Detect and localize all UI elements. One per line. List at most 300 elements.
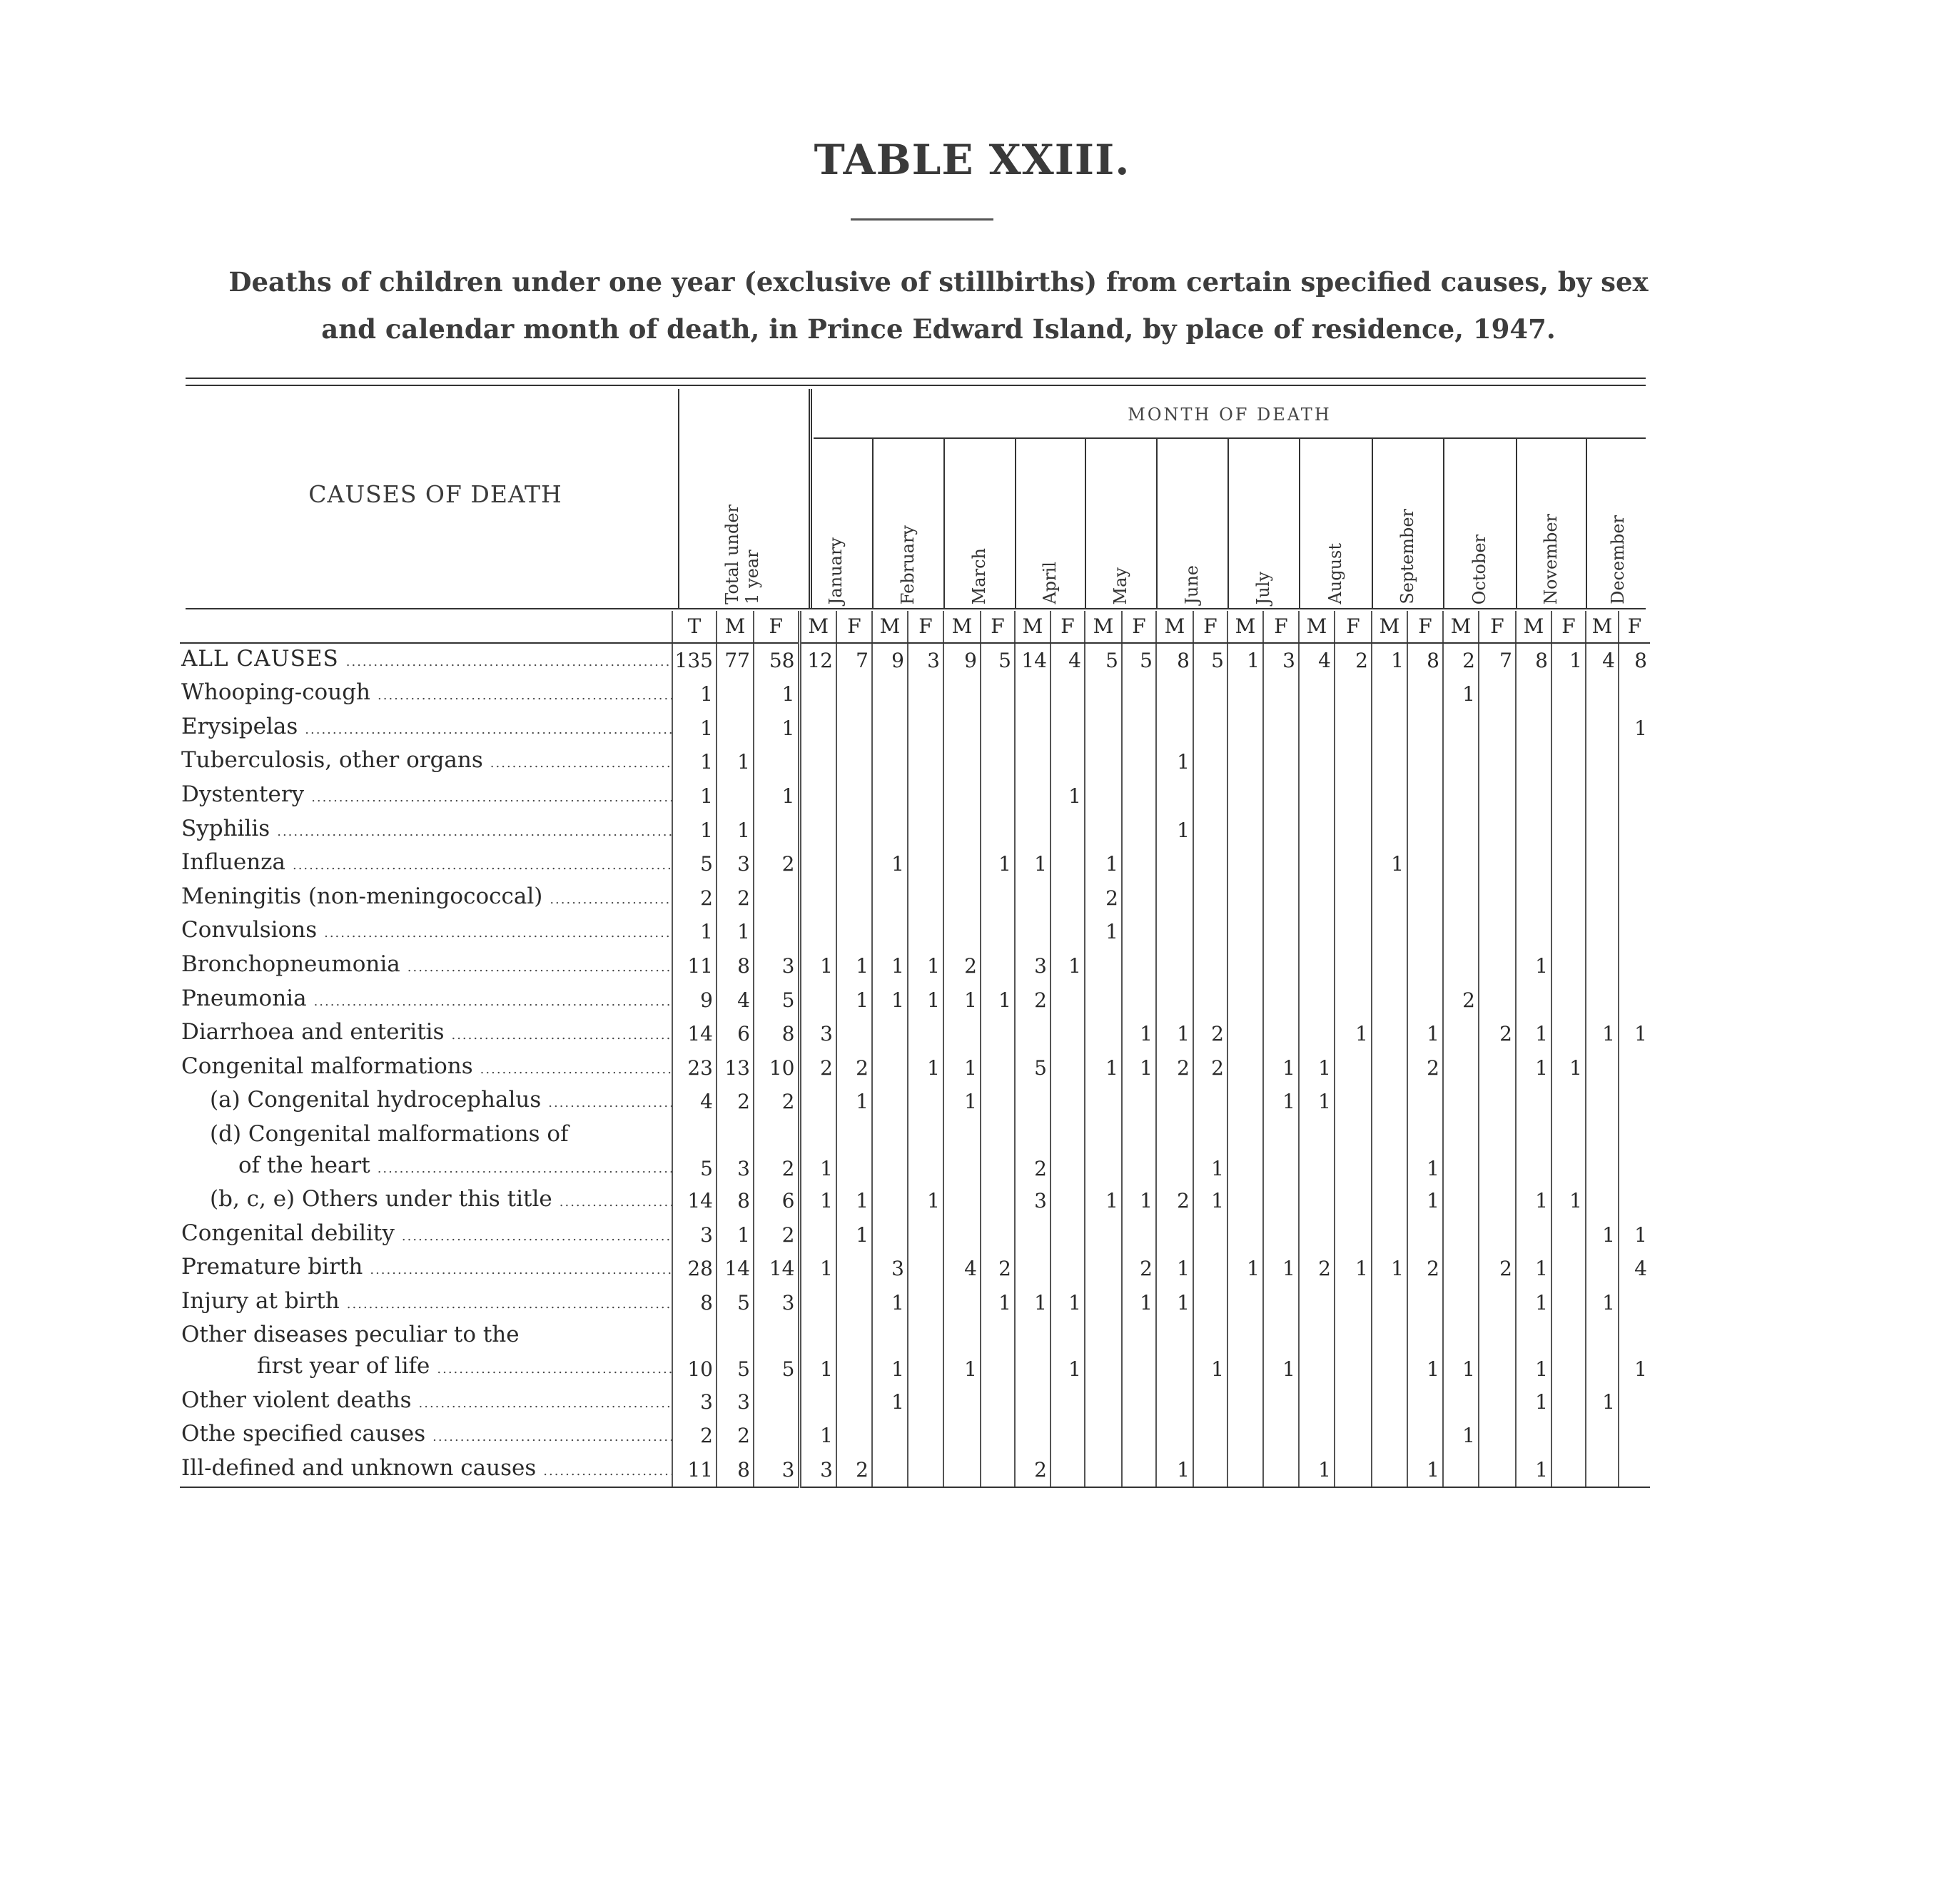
cause-cell [180, 1051, 672, 1085]
value-cell: 2 [1479, 1252, 1516, 1286]
value-cell [1619, 1085, 1650, 1119]
value-cell [908, 1252, 943, 1286]
value-cell [1263, 847, 1299, 881]
value-cell [836, 1017, 872, 1051]
value-cell [1156, 779, 1193, 814]
value-cell: 1 [872, 1286, 908, 1320]
value-cell: 1 [943, 983, 981, 1018]
value-cell: 28 [672, 1252, 717, 1286]
value-cell [1263, 677, 1299, 712]
value-cell [1085, 745, 1122, 779]
value-cell [1263, 1385, 1299, 1419]
leader-dots [451, 1020, 672, 1051]
value-cell [1051, 1051, 1085, 1085]
value-cell [872, 915, 908, 949]
value-cell [1551, 1218, 1586, 1252]
sex-header-cell: F [1122, 611, 1156, 643]
value-cell [1372, 1320, 1407, 1384]
value-cell [1516, 1085, 1551, 1119]
value-cell [1619, 745, 1650, 779]
value-cell [1227, 1119, 1263, 1184]
value-cell [1156, 1385, 1193, 1419]
value-cell [1122, 1320, 1156, 1384]
value-cell [1193, 915, 1227, 949]
value-cell: 6 [754, 1184, 799, 1218]
value-cell [1156, 1085, 1193, 1119]
value-cell [1299, 1419, 1335, 1453]
month-divider [1085, 437, 1086, 608]
value-cell [1156, 881, 1193, 916]
value-cell [799, 677, 836, 712]
value-cell [1407, 949, 1443, 983]
sex-header-cell: M [1015, 611, 1051, 643]
value-cell [836, 881, 872, 916]
sex-header-cell: F [754, 611, 799, 643]
value-cell [872, 677, 908, 712]
month-header-july: July [1253, 571, 1273, 604]
value-cell [1551, 881, 1586, 916]
value-cell [1085, 712, 1122, 746]
value-cell: 3 [908, 643, 943, 678]
value-cell [1263, 881, 1299, 916]
value-cell [1372, 814, 1407, 848]
value-cell [799, 847, 836, 881]
value-cell [1619, 1385, 1650, 1419]
value-cell [1299, 1286, 1335, 1320]
sex-header-cell: M [1586, 611, 1619, 643]
value-cell [981, 1385, 1015, 1419]
value-cell [1156, 949, 1193, 983]
value-cell: 5 [754, 983, 799, 1018]
value-cell: 1 [836, 1085, 872, 1119]
table-top-rule [186, 378, 1646, 386]
value-cell [799, 881, 836, 916]
value-cell: 1 [872, 949, 908, 983]
value-cell: 9 [943, 643, 981, 678]
value-cell [1516, 779, 1551, 814]
value-cell [1263, 1119, 1299, 1184]
value-cell: 3 [1015, 949, 1051, 983]
value-cell [1085, 1286, 1122, 1320]
value-cell [1372, 949, 1407, 983]
value-cell: 2 [1015, 1119, 1051, 1184]
value-cell: 1 [1516, 1017, 1551, 1051]
leader-dots [560, 1187, 672, 1218]
value-cell [1479, 915, 1516, 949]
value-cell: 10 [672, 1320, 717, 1384]
value-cell: 12 [799, 643, 836, 678]
value-cell [1015, 745, 1051, 779]
value-cell: 1 [1619, 1320, 1650, 1384]
value-cell: 1 [1085, 1051, 1122, 1085]
value-cell [1443, 1252, 1479, 1286]
value-cell [1551, 814, 1586, 848]
value-cell [1619, 847, 1650, 881]
month-header-march: March [969, 547, 989, 604]
table-row [180, 677, 1650, 712]
value-cell: 2 [1015, 1453, 1051, 1488]
value-cell [1335, 1453, 1372, 1488]
value-cell [1372, 1286, 1407, 1320]
value-cell [1551, 1320, 1586, 1384]
sex-header-cell: F [836, 611, 872, 643]
sex-header-cell: F [1335, 611, 1372, 643]
value-cell [1443, 779, 1479, 814]
leader-dots [490, 748, 672, 779]
cause-label: Dystentery [181, 781, 305, 807]
value-cell [1227, 1051, 1263, 1085]
value-cell [1372, 677, 1407, 712]
value-cell [1299, 1385, 1335, 1419]
causes-header: CAUSES OF DEATH [308, 480, 562, 508]
value-cell: 1 [1516, 949, 1551, 983]
sex-header-row [180, 611, 1650, 643]
value-cell: 1 [1051, 779, 1085, 814]
value-cell [981, 1218, 1015, 1252]
value-cell: 1 [943, 1320, 981, 1384]
value-cell [943, 745, 981, 779]
value-cell: 2 [1443, 643, 1479, 678]
value-cell [1193, 814, 1227, 848]
value-cell: 1 [1586, 1286, 1619, 1320]
value-cell [754, 915, 799, 949]
value-cell: 1 [1443, 677, 1479, 712]
value-cell: 1 [1619, 712, 1650, 746]
leader-dots [480, 1054, 672, 1085]
cause-cell [180, 881, 672, 916]
cause-label-line-1: (d) Congenital malformations of [210, 1120, 569, 1147]
value-cell: 1 [1372, 847, 1407, 881]
value-cell [1156, 677, 1193, 712]
value-cell [943, 814, 981, 848]
value-cell: 2 [981, 1252, 1015, 1286]
value-cell [981, 712, 1015, 746]
value-cell: 1 [1156, 1453, 1193, 1488]
value-cell [1227, 1184, 1263, 1218]
value-cell [1479, 1119, 1516, 1184]
value-cell [872, 1051, 908, 1085]
value-cell: 2 [836, 1453, 872, 1488]
value-cell [1551, 1419, 1586, 1453]
value-cell [1551, 745, 1586, 779]
value-cell: 1 [1586, 1385, 1619, 1419]
value-cell [1443, 712, 1479, 746]
value-cell [1227, 847, 1263, 881]
value-cell [1193, 881, 1227, 916]
value-cell: 3 [717, 1119, 754, 1184]
value-cell [1227, 1017, 1263, 1051]
table-header [186, 389, 1646, 610]
value-cell [1619, 1119, 1650, 1184]
value-cell [1407, 915, 1443, 949]
value-cell [1516, 915, 1551, 949]
sex-header-cell: M [943, 611, 981, 643]
value-cell [981, 949, 1015, 983]
value-cell [1407, 983, 1443, 1018]
value-cell: 13 [717, 1051, 754, 1085]
value-cell [1516, 983, 1551, 1018]
month-header-january: January [826, 537, 846, 604]
value-cell: 2 [672, 1419, 717, 1453]
value-cell [1335, 1320, 1372, 1384]
value-cell: 2 [1335, 643, 1372, 678]
value-cell: 8 [717, 1184, 754, 1218]
value-cell [1227, 881, 1263, 916]
value-cell: 1 [672, 745, 717, 779]
leader-dots [347, 1289, 672, 1320]
value-cell [1335, 949, 1372, 983]
value-cell [1193, 1218, 1227, 1252]
value-cell: 135 [672, 643, 717, 678]
value-cell [836, 779, 872, 814]
value-cell [943, 1218, 981, 1252]
value-cell [1227, 745, 1263, 779]
value-cell [1122, 915, 1156, 949]
value-cell [1586, 1119, 1619, 1184]
value-cell [1227, 1320, 1263, 1384]
value-cell [1407, 814, 1443, 848]
value-cell [754, 814, 799, 848]
value-cell: 1 [1551, 643, 1586, 678]
value-cell: 1 [908, 1184, 943, 1218]
value-cell: 1 [1516, 1252, 1551, 1286]
value-cell: 1 [754, 779, 799, 814]
value-cell [908, 915, 943, 949]
value-cell [1619, 677, 1650, 712]
value-cell: 8 [717, 1453, 754, 1488]
cause-cell [180, 1320, 672, 1384]
cause-label: Erysipelas [181, 713, 298, 739]
value-cell: 8 [1407, 643, 1443, 678]
value-cell: 2 [1407, 1051, 1443, 1085]
value-cell [1085, 1252, 1122, 1286]
value-cell [1479, 1419, 1516, 1453]
value-cell: 1 [1015, 847, 1051, 881]
leader-dots [402, 1221, 672, 1252]
value-cell [1586, 1453, 1619, 1488]
value-cell: 9 [672, 983, 717, 1018]
value-cell: 11 [672, 1453, 717, 1488]
value-cell [1015, 881, 1051, 916]
value-cell: 3 [717, 1385, 754, 1419]
table-row [180, 1453, 1650, 1488]
value-cell [799, 1218, 836, 1252]
value-cell [1051, 1119, 1085, 1184]
value-cell: 1 [1516, 1453, 1551, 1488]
value-cell [872, 1017, 908, 1051]
month-header-june: June [1182, 565, 1202, 604]
sex-header-cell: M [1516, 611, 1551, 643]
cause-label-line-1: Other diseases peculiar to the [181, 1322, 520, 1348]
value-cell [1122, 1085, 1156, 1119]
value-cell [1372, 745, 1407, 779]
value-cell: 1 [872, 847, 908, 881]
value-cell [1335, 1119, 1372, 1184]
value-cell [1015, 1385, 1051, 1419]
value-cell [1263, 915, 1299, 949]
value-cell: 3 [717, 847, 754, 881]
value-cell [1051, 814, 1085, 848]
value-cell: 4 [943, 1252, 981, 1286]
value-cell: 1 [1227, 643, 1263, 678]
value-cell [1156, 1119, 1193, 1184]
value-cell [799, 983, 836, 1018]
value-cell [1227, 983, 1263, 1018]
value-cell [1443, 1218, 1479, 1252]
total-header [722, 505, 762, 604]
value-cell [1335, 847, 1372, 881]
value-cell: 1 [672, 814, 717, 848]
value-cell [1193, 745, 1227, 779]
value-cell [981, 1085, 1015, 1119]
value-cell [1443, 881, 1479, 916]
value-cell [908, 814, 943, 848]
value-cell [1619, 1286, 1650, 1320]
sex-header-cell: F [1407, 611, 1443, 643]
value-cell [1085, 1017, 1122, 1051]
value-cell: 1 [872, 1385, 908, 1419]
value-cell: 58 [754, 643, 799, 678]
value-cell: 1 [1299, 1085, 1335, 1119]
value-cell [1479, 677, 1516, 712]
value-cell [1156, 983, 1193, 1018]
value-cell [1551, 1017, 1586, 1051]
cause-cell [180, 1119, 672, 1184]
value-cell: 1 [836, 1218, 872, 1252]
value-cell: 2 [1193, 1051, 1227, 1085]
cause-label: ALL CAUSES [181, 645, 339, 672]
value-cell [1299, 779, 1335, 814]
value-cell [1551, 712, 1586, 746]
sex-header-cell: F [1619, 611, 1650, 643]
cause-cell [180, 915, 672, 949]
value-cell [1085, 677, 1122, 712]
value-cell [1227, 1286, 1263, 1320]
value-cell [908, 779, 943, 814]
value-cell [1407, 1218, 1443, 1252]
cause-cell [180, 949, 672, 983]
value-cell: 8 [1516, 643, 1551, 678]
value-cell [943, 1419, 981, 1453]
value-cell [1299, 1218, 1335, 1252]
value-cell [1227, 1218, 1263, 1252]
value-cell [1051, 1184, 1085, 1218]
value-cell [1516, 1218, 1551, 1252]
value-cell [1227, 712, 1263, 746]
value-cell: 10 [754, 1051, 799, 1085]
value-cell [981, 1419, 1015, 1453]
value-cell [1372, 1385, 1407, 1419]
value-cell [1443, 745, 1479, 779]
value-cell [1619, 1184, 1650, 1218]
value-cell: 1 [1263, 1320, 1299, 1384]
value-cell [1443, 1085, 1479, 1119]
value-cell [943, 779, 981, 814]
value-cell [1551, 983, 1586, 1018]
value-cell: 2 [1156, 1051, 1193, 1085]
value-cell [799, 1286, 836, 1320]
value-cell [1122, 949, 1156, 983]
value-cell: 1 [672, 915, 717, 949]
value-cell: 7 [836, 643, 872, 678]
value-cell [1227, 677, 1263, 712]
table-row [180, 1385, 1650, 1419]
value-cell [1299, 1119, 1335, 1184]
cause-label: Other violent deaths [181, 1387, 412, 1413]
value-cell [1407, 881, 1443, 916]
value-cell: 1 [754, 677, 799, 712]
value-cell: 1 [1015, 1286, 1051, 1320]
value-cell: 8 [754, 1017, 799, 1051]
value-cell [943, 1119, 981, 1184]
value-cell: 1 [872, 1320, 908, 1384]
month-header-august: August [1325, 543, 1345, 604]
value-cell: 3 [672, 1218, 717, 1252]
month-divider [1156, 437, 1158, 608]
value-cell [1335, 915, 1372, 949]
value-cell [1619, 814, 1650, 848]
value-cell [1015, 779, 1051, 814]
value-cell: 1 [1051, 1320, 1085, 1384]
value-cell [943, 1453, 981, 1488]
table-row [180, 1085, 1650, 1119]
value-cell [1015, 1419, 1051, 1453]
value-cell: 1 [1372, 1252, 1407, 1286]
header-double-divider [809, 389, 812, 608]
value-cell [836, 1320, 872, 1384]
value-cell: 1 [799, 1184, 836, 1218]
month-header-february: February [898, 525, 918, 604]
value-cell [1372, 1184, 1407, 1218]
value-cell [836, 712, 872, 746]
value-cell [1299, 745, 1335, 779]
value-cell: 1 [1551, 1184, 1586, 1218]
month-divider [1372, 437, 1373, 608]
value-cell [1516, 847, 1551, 881]
value-cell [943, 677, 981, 712]
value-cell [1299, 915, 1335, 949]
value-cell [1193, 677, 1227, 712]
value-cell [1551, 1385, 1586, 1419]
value-cell [872, 1453, 908, 1488]
value-cell [1085, 1453, 1122, 1488]
value-cell [1407, 779, 1443, 814]
subtitle-line-2: and calendar month of death, in Prince Edward Island, by place of residence, 1947. [321, 313, 1556, 345]
value-cell: 1 [1551, 1051, 1586, 1085]
value-cell: 2 [754, 1085, 799, 1119]
value-cell [1122, 881, 1156, 916]
value-cell [1122, 1119, 1156, 1184]
value-cell [1516, 1119, 1551, 1184]
value-cell [1122, 1453, 1156, 1488]
cause-cell [180, 1184, 672, 1218]
value-cell: 1 [836, 983, 872, 1018]
cause-label-line-2: first year of life [257, 1353, 430, 1379]
value-cell [1586, 847, 1619, 881]
leader-dots [543, 1456, 672, 1487]
value-cell: 3 [799, 1017, 836, 1051]
value-cell [1156, 1419, 1193, 1453]
data-table [180, 611, 1650, 1488]
value-cell [1227, 915, 1263, 949]
value-cell [1263, 1218, 1299, 1252]
value-cell [1299, 712, 1335, 746]
value-cell: 1 [1619, 1017, 1650, 1051]
value-cell [943, 915, 981, 949]
value-cell: 1 [1085, 1184, 1122, 1218]
value-cell [1443, 949, 1479, 983]
value-cell [1619, 1051, 1650, 1085]
